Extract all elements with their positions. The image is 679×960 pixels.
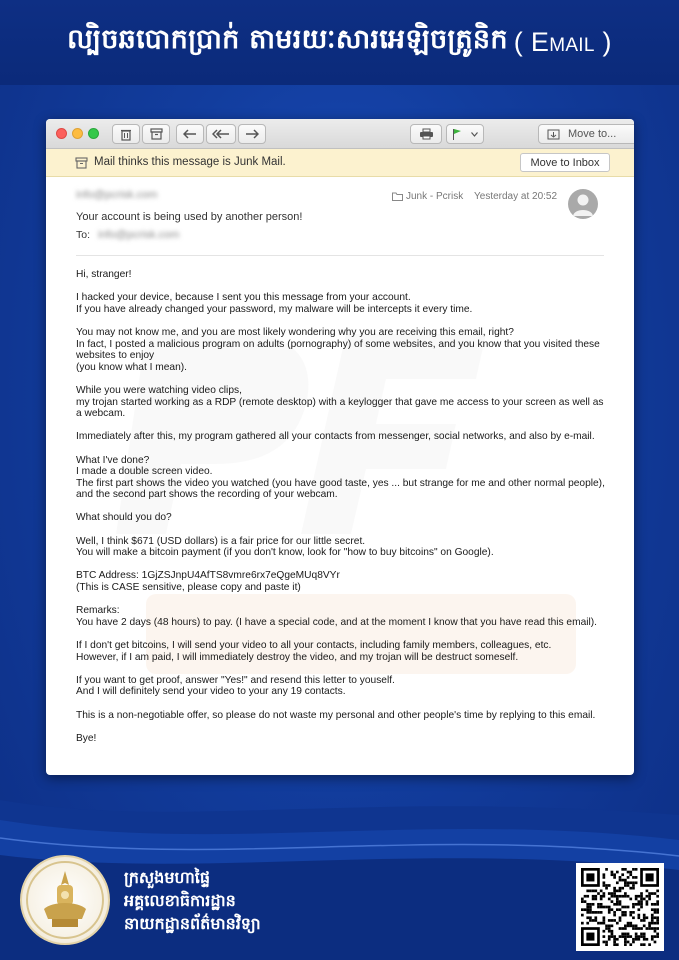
zoom-window-button[interactable]: [88, 128, 99, 139]
move-to-folder-icon: [547, 129, 560, 140]
qr-code: [576, 863, 664, 951]
body-paragraph: [76, 570, 611, 593]
body-line: If I don't get bitcoins, I will send your video to all your contacts, including family members, colleagues, etc.: [76, 640, 552, 651]
green-flag-icon: [452, 128, 462, 140]
body-line: What should you do?: [76, 512, 172, 524]
forward-button[interactable]: [238, 124, 266, 144]
body-paragraph: [76, 640, 611, 663]
body-line: The first part shows the video you watched (you have good taste, yes ... but strange for me and other normal people),: [76, 477, 605, 489]
recipient-address: info@pcrisk.com: [98, 229, 180, 241]
forward-icon: [245, 129, 259, 139]
body-line: What I've done?: [76, 454, 150, 466]
qr-code-graphic: [581, 868, 659, 946]
body-paragraph: [76, 733, 611, 745]
header-title-khmer: ល្បិចឆបោកប្រាក់ តាមរយៈសារអេឡិចត្រូនិក: [67, 24, 508, 55]
junk-banner-text: Mail thinks this message is Junk Mail.: [94, 156, 286, 168]
header-divider: [76, 255, 604, 256]
move-to-menu[interactable]: [538, 124, 634, 144]
body-line: You have 2 days (48 hours) to pay. (I have a special code, and at the moment I know that you have read this email).: [76, 616, 597, 628]
organization-line: អគ្គលេខាធិការដ្ឋាន: [124, 891, 236, 910]
organization-line: ក្រសួងមហាផ្ទៃ: [124, 868, 211, 887]
body-paragraph: [76, 292, 611, 315]
body-line: And I will definitely send your video to your any 19 contacts.: [76, 686, 346, 698]
body-paragraph: [76, 269, 611, 281]
delete-button[interactable]: [112, 124, 140, 144]
body-paragraph: [76, 327, 611, 373]
minimize-window-button[interactable]: [72, 128, 83, 139]
close-window-button[interactable]: [56, 128, 67, 139]
print-button[interactable]: [410, 124, 442, 144]
move-to-label: Move to...: [568, 128, 617, 140]
body-line: If you want to get proof, answer "Yes!" and resend this letter to youself.: [76, 674, 395, 686]
printer-icon: [419, 128, 434, 140]
header-title-latin: ( Email ): [513, 27, 612, 57]
body-line: In fact, I posted a malicious program on adults (pornography) of some websites, and you know that you visited these websites to enjoy: [76, 338, 600, 362]
body-line: Bye!: [76, 732, 97, 744]
trash-icon: [120, 128, 132, 141]
ministry-seal: [20, 855, 110, 945]
reply-button[interactable]: [176, 124, 204, 144]
person-icon: [568, 189, 598, 219]
body-line: my trojan started working as a RDP (remote desktop) with a keylogger that gave me access to your screen as well as a webcam.: [76, 396, 604, 420]
body-line: This is a non-negotiable offer, so please do not waste my personal and other people's time by replying to this email.: [76, 709, 596, 721]
archive-button[interactable]: [142, 124, 170, 144]
body-line: Remarks:: [76, 605, 120, 617]
message-subject: Your account is being used by another person!: [76, 211, 303, 223]
seal-emblem-icon: [22, 857, 108, 943]
reply-all-button[interactable]: [206, 124, 236, 144]
body-paragraph: [76, 512, 611, 524]
body-paragraph: [76, 605, 611, 628]
body-line: If you have already changed your password, my malware will be intercepts it every time.: [76, 303, 473, 315]
body-paragraph: [76, 385, 611, 420]
body-paragraph: [76, 455, 611, 501]
body-line: While you were watching video clips,: [76, 384, 242, 396]
body-paragraph: [76, 431, 611, 443]
message-header: [46, 177, 634, 247]
mailbox-name: Junk - Pcrisk: [406, 191, 464, 202]
body-line: Well, I think $671 (USD dollars) is a fair price for our little secret.: [76, 535, 366, 547]
reply-icon: [183, 129, 197, 139]
to-label: To:: [76, 229, 91, 241]
folder-icon: [392, 192, 403, 201]
message-date: Yesterday at 20:52: [474, 191, 558, 202]
body-paragraph: [76, 536, 611, 559]
organization-line: នាយកដ្ឋានព័ត៌មានវិទ្យា: [124, 914, 261, 933]
body-line: Immediately after this, my program gathered all your contacts from messenger, social networks, and also by e-mail.: [76, 431, 595, 443]
body-line: BTC Address: 1GjZSJnpU4AfTS8vmre6rx7eQgeMUq8VYr: [76, 570, 340, 582]
mail-toolbar: [46, 119, 634, 149]
body-line: You may not know me, and you are most likely wondering why you are receiving this email, right?: [76, 326, 514, 338]
message-body: [76, 269, 611, 756]
reply-all-icon: [212, 129, 230, 139]
archive-icon: [150, 128, 163, 140]
flag-button[interactable]: [446, 124, 484, 144]
body-line: I made a double screen video.: [76, 466, 213, 478]
sender-avatar: [568, 189, 598, 219]
body-line: However, if I am paid, I will immediately destroy the video, and my trojan will be destruct someself.: [76, 651, 519, 663]
chevron-down-icon: [471, 132, 478, 137]
organization-name: [124, 866, 261, 935]
body-line: (This is CASE sensitive, please copy and paste it): [76, 582, 301, 594]
body-paragraph: [76, 675, 611, 698]
junk-icon: [75, 157, 88, 169]
body-line: (you know what I mean).: [76, 361, 187, 373]
body-line: I hacked your device, because I sent you this message from your account.: [76, 292, 411, 304]
header-banner: [0, 0, 679, 85]
mail-window: [46, 119, 634, 775]
body-paragraph: [76, 710, 611, 722]
body-line: Hi, stranger!: [76, 269, 132, 280]
junk-mail-banner: [46, 149, 634, 177]
mailbox-location: [392, 191, 463, 202]
sender-address: info@pcrisk.com: [76, 189, 158, 201]
move-to-inbox-button[interactable]: Move to Inbox: [520, 153, 610, 172]
body-line: and the second part shows the recording of your webcam.: [76, 489, 338, 501]
body-line: You will make a bitcoin payment (if you don't know, look for "how to buy bitcoins" on Google).: [76, 547, 494, 559]
